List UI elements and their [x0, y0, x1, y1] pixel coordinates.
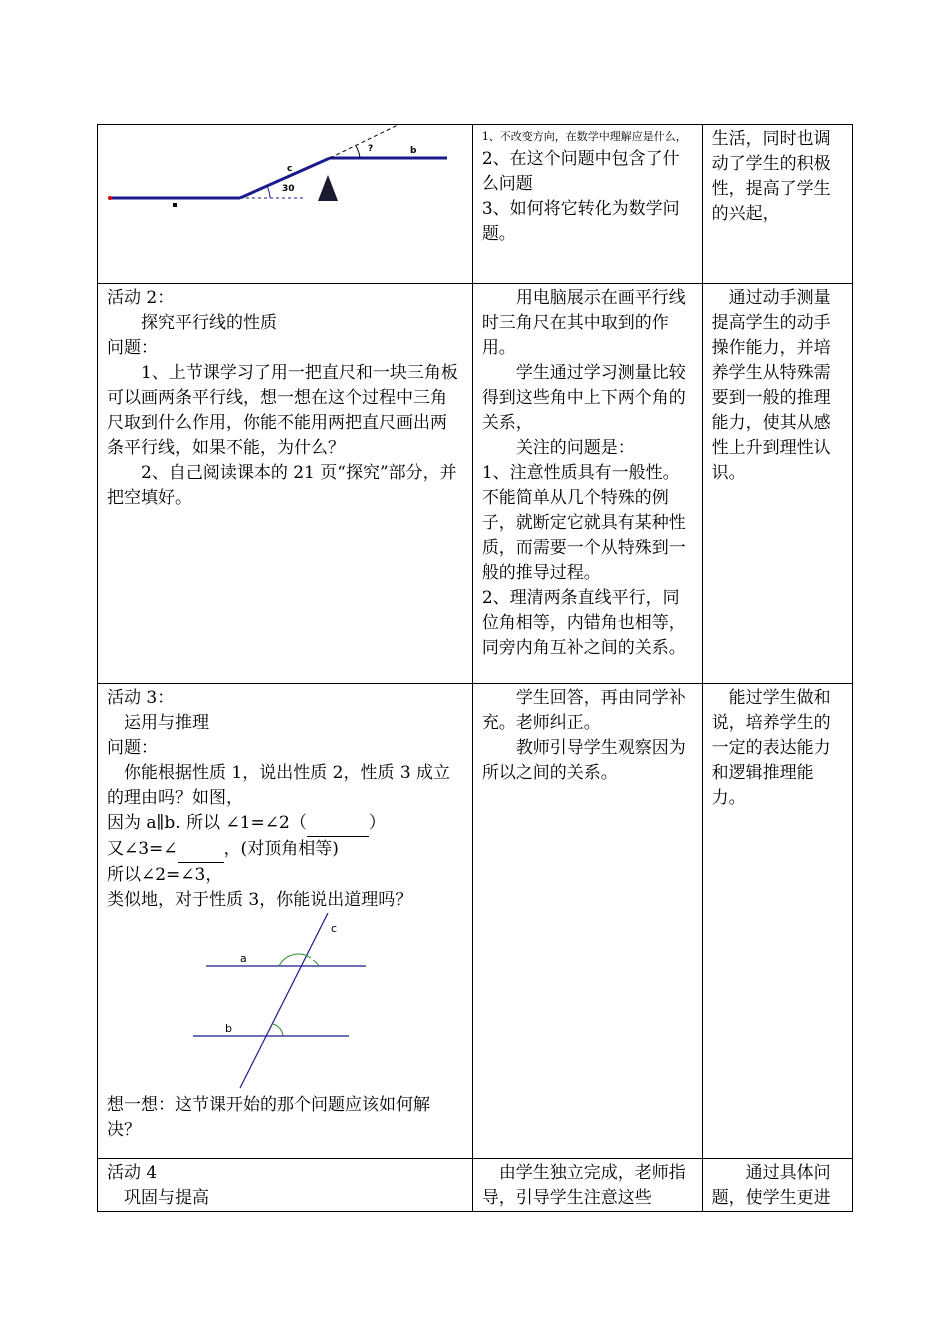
- activity-subtitle: 运用与推理: [124, 713, 209, 733]
- method-cell: [472, 284, 702, 684]
- question-text: 1、上节课学习了用一把直尺和一块三角板可以画两条平行线，想一想在这个过程中三角尺取到什么作用，你能不能用两把直尺画出两条平行线，如果不能，为什么？: [107, 363, 458, 458]
- reason-text: ，(对顶角相等): [223, 839, 339, 859]
- fill-blank[interactable]: [178, 837, 224, 863]
- activity-title: 活动 3：: [107, 688, 175, 708]
- table-row: [98, 125, 853, 284]
- line-b-label: b: [225, 1022, 232, 1035]
- bridge-figure: [98, 125, 447, 275]
- method-cell: [472, 684, 702, 1159]
- reason-text: 因为 a∥b. 所以 ∠1=∠2（: [107, 813, 307, 833]
- method-text: 2、理清两条直线平行，同位角相等，内错角也相等，同旁内角互补之间的关系。: [481, 588, 686, 658]
- method-text: 关注的问题是：: [515, 438, 635, 458]
- question-3: 3、如何将它转化为数学问题。: [481, 199, 680, 244]
- question-text: 2、自己阅读课本的 21 页“探究”部分，并把空填好。: [107, 463, 457, 508]
- activity-title: 活动 2：: [107, 288, 175, 308]
- purpose-cell: [702, 284, 852, 684]
- purpose-text: 通过具体问题，使学生更进: [711, 1163, 831, 1208]
- question-label: 问题：: [107, 338, 158, 358]
- activity-subtitle: 巩固与提高: [124, 1188, 209, 1208]
- method-cell: [472, 1159, 702, 1212]
- figure-mark: [173, 203, 177, 207]
- parallel-lines-figure: [107, 913, 427, 1093]
- method-text: 教师引导学生观察因为所以之间的关系。: [481, 738, 686, 783]
- purpose-text: 生活，同时也调动了学生的积极性，提高了学生的兴起，: [711, 129, 831, 224]
- table-row: [98, 684, 853, 1159]
- purpose-cell: [702, 1159, 852, 1212]
- question-2: 2、在这个问题中包含了什么问题: [481, 149, 680, 194]
- reason-line-2: [107, 837, 464, 863]
- method-text: 由学生独立完成，老师指导，引导学生注意这些: [481, 1163, 686, 1208]
- question-text: 类似地，对于性质 3，你能说出道理吗？: [107, 890, 413, 910]
- method-cell: [472, 125, 702, 284]
- label-d: ?: [368, 144, 374, 154]
- reason-text: 又∠3=∠: [107, 839, 178, 859]
- method-text: 学生通过学习测量比较得到这些角中上下两个角的关系，: [481, 363, 686, 433]
- think-question: 想一想：这节课开始的那个问题应该如何解决？: [107, 1095, 430, 1140]
- activity-cell: [98, 684, 473, 1159]
- question-1: 1、不改变方向，在数学中理解应是什么，: [481, 130, 687, 143]
- method-text: 用电脑展示在画平行线时三角尺在其中取到的作用。: [481, 288, 686, 358]
- reason-line-3: 所以∠2=∠3，: [107, 865, 223, 885]
- figure-cell: [98, 125, 473, 284]
- table-row: [98, 284, 853, 684]
- activity-subtitle: 探究平行线的性质: [141, 313, 277, 333]
- label-b: b: [410, 146, 417, 156]
- purpose-cell: [702, 684, 852, 1159]
- question-text: 你能根据性质 1，说出性质 2，性质 3 成立的理由吗？如图，: [107, 763, 451, 808]
- angle-label: 30: [282, 184, 295, 194]
- lesson-plan-table: [97, 124, 853, 1212]
- label-c: c: [287, 164, 293, 174]
- line-a-label: a: [240, 952, 247, 965]
- purpose-text: 通过动手测量提高学生的动手操作能力，并培养学生从特殊需要到一般的推理能力，使其从感性上升到理性认识。: [711, 288, 831, 483]
- reason-line-1: [107, 811, 464, 837]
- line-c-label: c: [331, 922, 338, 935]
- table-row: [98, 1159, 853, 1212]
- method-text: 学生回答，再由同学补充。老师纠正。: [481, 688, 686, 733]
- purpose-text: 能过学生做和说，培养学生的一定的表达能力和逻辑推理能力。: [711, 688, 831, 808]
- method-text: 1、注意性质具有一般性。不能简单从几个特殊的例子，就断定它就具有某种性质，而需要一个从特殊到一般的推导过程。: [481, 463, 686, 583]
- question-label: 问题：: [107, 738, 158, 758]
- purpose-cell: [702, 125, 852, 284]
- activity-cell: [98, 284, 473, 684]
- activity-title: 活动 4: [107, 1163, 158, 1183]
- fill-blank[interactable]: [307, 811, 369, 837]
- activity-cell: [98, 1159, 473, 1212]
- reason-text: ）: [368, 813, 386, 833]
